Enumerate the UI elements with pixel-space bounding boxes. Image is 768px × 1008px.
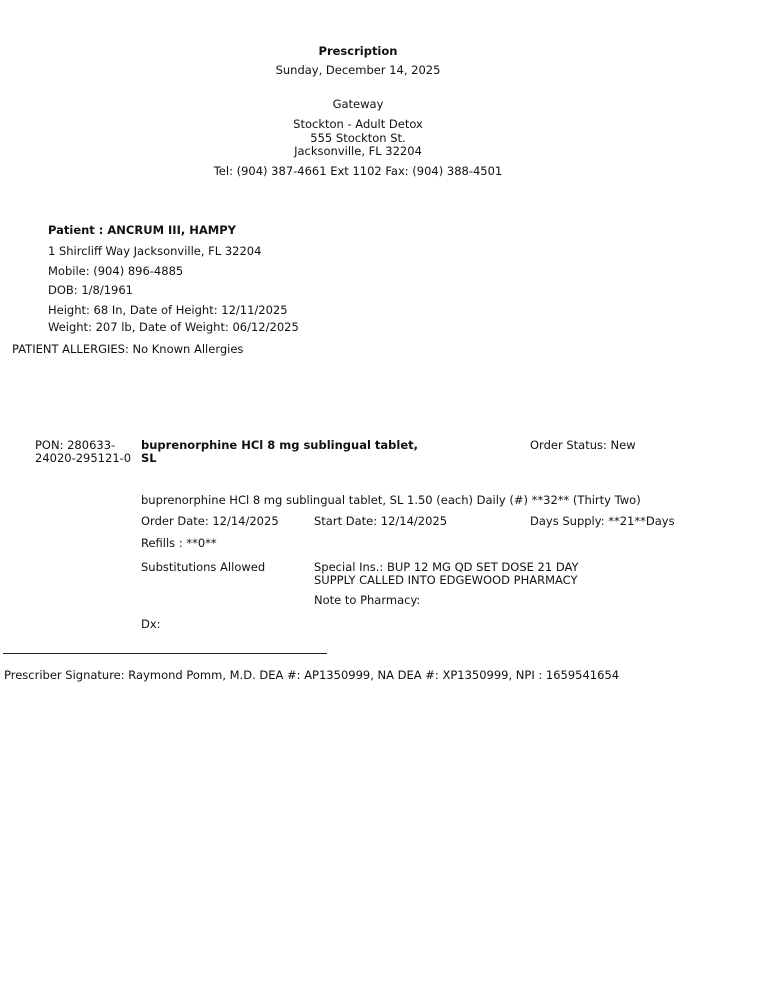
- prescription-date: Sunday, December 14, 2025: [275, 63, 441, 77]
- special-instructions-line1: Special Ins.: BUP 12 MG QD SET DOSE 21 DAY: [314, 560, 579, 574]
- facility-name: Stockton - Adult Detox: [293, 117, 423, 131]
- facility-phone: Tel: (904) 387-4661 Ext 1102 Fax: (904) 388-4501: [213, 164, 503, 178]
- prescriber-signature: Prescriber Signature: Raymond Pomm, M.D. DEA #: AP1350999, NA DEA #: XP1350999, NPI : 1659541654: [4, 668, 620, 682]
- pon-number-line2: 24020-295121-0: [35, 451, 132, 465]
- special-instructions-line2: SUPPLY CALLED INTO EDGEWOOD PHARMACY: [314, 573, 578, 587]
- patient-allergies: PATIENT ALLERGIES: No Known Allergies: [12, 342, 244, 356]
- start-date: Start Date: 12/14/2025: [314, 514, 448, 528]
- document-title: Prescription: [318, 44, 398, 58]
- note-to-pharmacy: Note to Pharmacy:: [314, 593, 421, 607]
- substitutions: Substitutions Allowed: [141, 560, 266, 574]
- pon-number-line1: PON: 280633-: [35, 438, 116, 452]
- days-supply: Days Supply: **21**Days: [530, 514, 675, 528]
- patient-height: Height: 68 In, Date of Height: 12/11/2025: [48, 303, 288, 317]
- drug-name-line1: buprenorphine HCl 8 mg sublingual tablet,: [141, 438, 419, 452]
- patient-name: Patient : ANCRUM III, HAMPY: [48, 223, 236, 237]
- diagnosis: Dx:: [141, 617, 161, 631]
- facility-street: 555 Stockton St.: [310, 131, 406, 145]
- facility-city: Jacksonville, FL 32204: [294, 144, 422, 158]
- patient-dob: DOB: 1/8/1961: [48, 283, 133, 297]
- patient-weight: Weight: 207 lb, Date of Weight: 06/12/2025: [48, 320, 299, 334]
- patient-mobile: Mobile: (904) 896-4885: [48, 264, 184, 278]
- patient-address: 1 Shircliff Way Jacksonville, FL 32204: [48, 244, 262, 258]
- order-date: Order Date: 12/14/2025: [141, 514, 279, 528]
- signature-line: [3, 653, 327, 654]
- drug-name-line2: SL: [141, 451, 157, 465]
- order-status: Order Status: New: [530, 438, 636, 452]
- sig-directions: buprenorphine HCl 8 mg sublingual tablet, SL 1.50 (each) Daily (#) **32** (Thirty Two): [141, 493, 641, 507]
- refills: Refills : **0**: [141, 536, 217, 550]
- organization-name: Gateway: [332, 97, 384, 111]
